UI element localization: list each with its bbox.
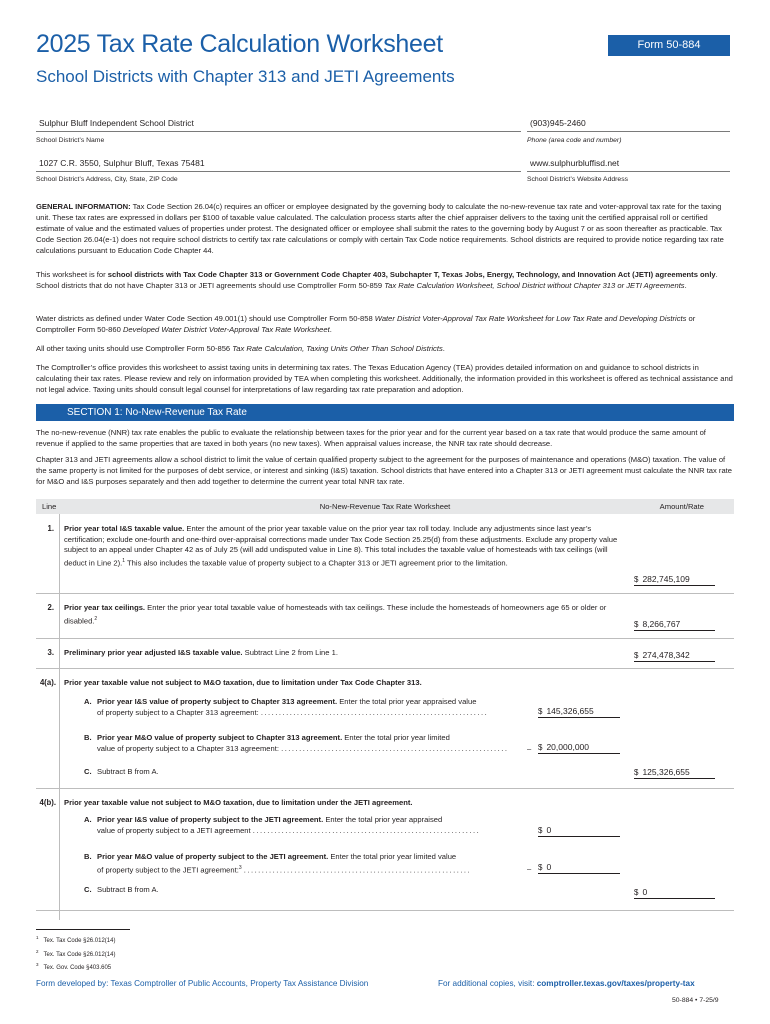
- line-4a-c-description: Subtract B from A.: [97, 767, 159, 776]
- form-revision-code: 50-884 • 7-25/9: [672, 997, 719, 1004]
- currency-sign: $: [634, 888, 639, 897]
- footer-copies-info: [438, 979, 695, 988]
- scope-text-a: This worksheet is for: [36, 270, 108, 279]
- currency-sign: $: [634, 620, 639, 629]
- section-1-intro: The no-new-revenue (NNR) tax rate enables the public to evaluate the relationship between taxes for the prior year and for the current year based on a tax rate that would produce the same amount of revenue if applied to the same properties that are taxed in both years (no new taxes). When appraisal values increase, the NNR tax rate should decrease.: [36, 428, 706, 448]
- line-1-text-2: This also includes the taxable value of property subject to a Chapter 313 or JETI agreement prior to the limitation.: [125, 558, 508, 568]
- line-1-description: [64, 524, 620, 569]
- currency-sign: $: [634, 651, 639, 660]
- leader-dots: ...............................................................: [281, 743, 509, 753]
- footnote-1-number: 1: [36, 935, 39, 940]
- currency-sign: $: [538, 707, 543, 716]
- worksheet-table-header: [36, 499, 734, 514]
- footnote-2-text: Tex. Tax Code §26.012(14): [43, 951, 116, 958]
- line-4b-b-text: Enter the total prior year limited value: [328, 852, 457, 861]
- footnote-2-number: 2: [36, 948, 39, 954]
- footnote-3-text: Tex. Gov. Code §403.605: [43, 965, 112, 971]
- row-divider: [36, 668, 734, 669]
- line-4a-b-text-2: value of property subject to a Chapter 313 agreement:: [97, 743, 279, 753]
- district-name-field[interactable]: Sulphur Bluff Independent School District: [36, 118, 521, 132]
- line-4b-b-label: Prior year M&O value of property subject to the JETI agreement.: [97, 852, 329, 861]
- website-label: School District’s Website Address: [527, 176, 628, 183]
- worksheet-scope-paragraph: [36, 269, 734, 291]
- water-districts-paragraph: [36, 313, 734, 335]
- line-4b-b-letter: B.: [84, 852, 92, 861]
- footnote-2: [36, 947, 115, 961]
- line-4a-a-text-2: of property subject to a Chapter 313 agreement:: [97, 707, 259, 717]
- scope-text-b: . School districts that do not have Chapter 313 or JETI agreements should use Comptroller Form 50-859: [36, 270, 718, 290]
- line-3-description: [64, 648, 620, 659]
- line-3-text: Subtract Line 2 from Line 1.: [242, 648, 338, 657]
- line-4a-a-description: [97, 697, 517, 718]
- page-subtitle: School Districts with Chapter 313 and JETI Agreements: [36, 67, 455, 86]
- line-1-number: 1.: [47, 524, 54, 533]
- line-3-amount: 274,478,342: [642, 650, 690, 660]
- line-3-amount-field[interactable]: [634, 651, 715, 662]
- form-number-badge: Form 50-884: [608, 35, 730, 56]
- phone-field[interactable]: (903)945-2460: [527, 118, 730, 132]
- water-text-b: or Comptroller Form 50-860: [36, 314, 696, 334]
- line-3-label: Preliminary prior year adjusted I&S taxable value.: [64, 648, 243, 657]
- line-4b-b-amount-field[interactable]: [538, 863, 620, 874]
- line-4b-b-text-2: of property subject to the JETI agreement:: [97, 865, 239, 875]
- line-4a-b-text: Enter the total prior year limited: [342, 733, 450, 742]
- scope-text-italic: Tax Rate Calculation Worksheet, School District without Chapter 313 or JETI Agreements: [384, 281, 685, 290]
- line-1-label: Prior year total I&S taxable value.: [64, 524, 185, 533]
- line-4b-number: 4(b).: [39, 798, 56, 807]
- line-4b-c-amount: 0: [642, 887, 648, 897]
- line-4a-a-text: Enter the total prior year appraised value: [337, 697, 477, 706]
- line-2-amount: 8,266,767: [642, 619, 681, 629]
- line-4a-a-amount: 145,326,655: [546, 706, 594, 716]
- general-information-heading: GENERAL INFORMATION:: [36, 202, 131, 211]
- row-divider: [36, 788, 734, 789]
- currency-sign: $: [634, 575, 639, 584]
- line-4b-b-footnote-ref: 3: [238, 864, 242, 871]
- line-2-footnote-ref: 2: [94, 615, 98, 622]
- section-1-agreements-text: Chapter 313 and JETI agreements allow a school district to limit the value of certain qualified property subject to the agreement for the purposes of maintenance and operations (M&O) taxation. The value of the same property is not limited for the purposes of debt service, or interest and sinking (I&S) taxation. School districts that have entered into a Chapter 313 or JETI agreement must calculate the NNR tax rate for M&O and I&S purposes separately and then add together to determine the current year total NNR tax rate.: [36, 455, 733, 486]
- line-4b-b-description: [97, 852, 517, 876]
- footer-comptroller-link[interactable]: comptroller.texas.gov/taxes/property-tax: [536, 979, 695, 988]
- footnotes: [36, 933, 115, 974]
- minus-sign: –: [527, 744, 532, 753]
- line-1-amount: 282,745,109: [642, 574, 690, 584]
- line-4b-a-description: [97, 815, 517, 836]
- line-4a-a-letter: A.: [84, 697, 92, 706]
- water-text-c: .: [329, 325, 332, 334]
- line-4a-a-amount-field[interactable]: [538, 707, 620, 718]
- line-4a-c-amount: 125,326,655: [642, 767, 690, 777]
- col-line-header: Line: [42, 502, 57, 511]
- line-4a-c-letter: C.: [84, 767, 92, 776]
- section-1-header: [36, 404, 734, 421]
- district-address-label: School District’s Address, City, State, ZIP Code: [36, 176, 178, 183]
- line-1-footnote-ref: 1: [122, 557, 126, 564]
- line-2-text: Enter the prior year total taxable value of homesteads with tax ceilings. These include the homesteads of homeowners age 65 or older or disabled.: [64, 603, 607, 626]
- line-4b-a-text-2: value of property subject to a JETI agreement: [97, 825, 251, 835]
- line-4b-a-text: Enter the total prior year appraised: [323, 815, 443, 824]
- line-4b-a-label: Prior year I&S value of property subject to the JETI agreement.: [97, 815, 324, 824]
- line-2-number: 2.: [47, 603, 54, 612]
- line-1-text: Enter the amount of the prior year taxable value on the prior year tax roll today. Include any adjustments since last year’s certification; exclude one-fourth and one-third over-appraisal corrections made under Tax Code Section 25.25(d) from these adjustments. Exclude any property value subject to an appeal under Chapter 42 as of July 25 (will add undisputed value in Line 8). This total includes the taxable value of homesteads with tax ceilings (will deduct in Line 2).: [64, 524, 618, 568]
- water-text-italic1: Water District Voter-Approval Tax Rate Worksheet for Low Tax Rate and Developing Districts: [374, 314, 687, 323]
- district-name-label: School District’s Name: [36, 137, 105, 144]
- line-4b-b-amount: 0: [546, 862, 552, 872]
- line-4a-b-amount: 20,000,000: [546, 742, 589, 752]
- footnote-1: [36, 933, 115, 947]
- other-units-paragraph: [36, 343, 734, 354]
- currency-sign: $: [538, 826, 543, 835]
- row-divider: [36, 593, 734, 594]
- line-4b-a-letter: A.: [84, 815, 92, 824]
- line-4b-c-letter: C.: [84, 885, 92, 894]
- water-text-italic2: Developed Water District Voter-Approval Tax Rate Worksheet: [122, 325, 330, 334]
- line-4a-number: 4(a).: [39, 678, 56, 687]
- general-information-text: Tax Code Section 26.04(c) requires an officer or employee designated by the governing body to calculate the no-new-revenue tax rate and voter-approval tax rate for the taxing unit. These tax rates are expressed in dollars per $100 of taxable value calculated. The calculation process starts after the chief appraiser delivers to the taxing unit the certified appraisal roll or certified estimate of value and the estimated values of properties under protest. The designated officer or employee shall submit the rates to the governing body by August 7 or as soon thereafter as practicable. Tax Code Section 26.04(e-1) does not require school districts to certify tax rate calculations or comply with certain Tax Code notice requirements. School districts are required to provide notice regarding tax rate calculations pursuant to Education Code Chapter 44.: [36, 202, 724, 255]
- water-text-a: Water districts as defined under Water Code Section 49.001(1) should use Comptroller Form 50-858: [36, 314, 375, 323]
- line-2-description: [64, 603, 620, 627]
- line-column-divider: [59, 514, 60, 920]
- col-amount-header: Amount/Rate: [659, 502, 704, 511]
- line-4a-c-amount-field[interactable]: [634, 768, 715, 779]
- line-4a-heading: [64, 678, 664, 689]
- comptroller-guidance-paragraph: The Comptroller’s office provides this worksheet to assist taxing units in determining tax rates. The Texas Education Agency (TEA) provides detailed information on and guidance to school districts in calculating their tax rates. Please review and rely on information provided by TEA when completing this worksheet. Additionally, the information provided in this worksheet is offered as technical assistance and not legal advice. Taxing units should consult legal counsel for interpretations of law regarding tax rate preparation and adoption.: [36, 363, 733, 394]
- line-4a-b-description: [97, 733, 517, 754]
- footnote-3: [36, 960, 115, 974]
- line-4b-c-description: Subtract B from A.: [97, 885, 159, 894]
- phone-label: Phone (area code and number): [527, 137, 622, 144]
- row-divider: [36, 910, 734, 911]
- footer-copies-prefix: For additional copies, visit:: [438, 979, 537, 988]
- leader-dots: ...............................................................: [260, 707, 489, 717]
- page-title: 2025 Tax Rate Calculation Worksheet: [36, 30, 443, 58]
- line-4a-b-amount-field[interactable]: [538, 743, 620, 754]
- footer-developer-credit: Form developed by: Texas Comptroller of Public Accounts, Property Tax Assistance Division: [36, 979, 369, 988]
- scope-text-bold: school districts with Tax Code Chapter 313 or Government Code Chapter 403, Subchapter T, Texas Jobs, Energy, Technology, and Innovation Act (JETI) agreements only: [107, 270, 716, 279]
- other-text-a: All other taxing units should use Comptroller Form 50-856: [36, 344, 233, 353]
- section-1-title: SECTION 1: No-New-Revenue Tax Rate: [67, 407, 247, 418]
- line-3-number: 3.: [47, 648, 54, 657]
- minus-sign: –: [527, 864, 532, 873]
- other-text-italic: Tax Rate Calculation, Taxing Units Other Than School Districts: [232, 344, 443, 353]
- line-4a-b-label: Prior year M&O value of property subject to Chapter 313 agreement.: [97, 733, 343, 742]
- other-text-b: .: [442, 344, 445, 353]
- leader-dots: ...............................................................: [243, 865, 472, 875]
- line-4b-c-amount-field[interactable]: [634, 888, 715, 899]
- line-4a-a-label: Prior year I&S value of property subject to Chapter 313 agreement.: [97, 697, 338, 706]
- currency-sign: $: [634, 768, 639, 777]
- col-worksheet-header: No-New-Revenue Tax Rate Worksheet: [319, 502, 451, 511]
- currency-sign: $: [538, 863, 543, 872]
- footnote-3-number: 3: [36, 962, 39, 967]
- line-4a-b-letter: B.: [84, 733, 92, 742]
- footnote-1-text: Tex. Tax Code §26.012(14): [43, 938, 116, 944]
- currency-sign: $: [538, 743, 543, 752]
- footnote-divider: [36, 929, 130, 930]
- line-4a-label: Prior year taxable value not subject to M&O taxation, due to limitation under Tax Code Chapter 313.: [64, 678, 422, 687]
- district-address-field[interactable]: 1027 C.R. 3550, Sulphur Bluff, Texas 75481: [36, 158, 521, 172]
- line-2-label: Prior year tax ceilings.: [64, 603, 146, 612]
- line-4b-heading: [64, 798, 664, 809]
- leader-dots: ...............................................................: [252, 825, 481, 835]
- scope-text-c: .: [684, 281, 687, 290]
- website-field[interactable]: www.sulphurbluffisd.net: [527, 158, 730, 172]
- general-information-paragraph: [36, 201, 734, 256]
- row-divider: [36, 638, 734, 639]
- line-4b-a-amount-field[interactable]: [538, 826, 620, 837]
- line-4b-label: Prior year taxable value not subject to M&O taxation, due to limitation under the JETI agreement.: [64, 798, 413, 807]
- line-2-amount-field[interactable]: [634, 620, 715, 631]
- line-4b-a-amount: 0: [546, 825, 552, 835]
- line-1-amount-field[interactable]: [634, 575, 715, 586]
